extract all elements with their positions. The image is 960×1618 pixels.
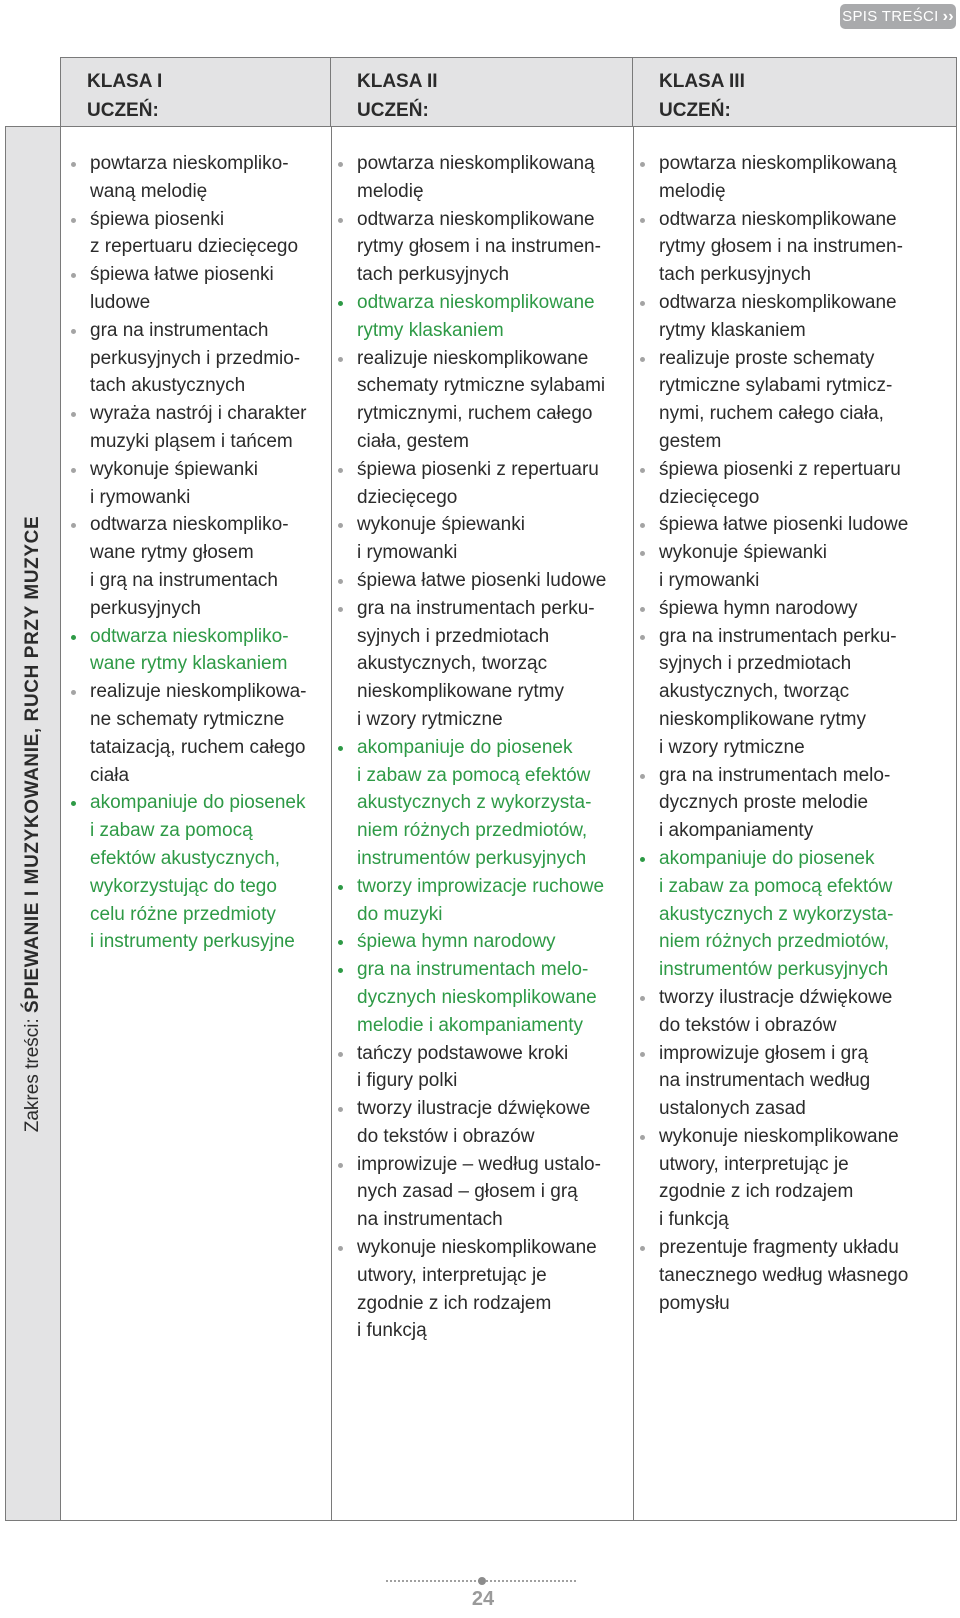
header-klasa-1 bbox=[61, 57, 330, 126]
toc-button-label: SPIS TREŚCI bbox=[842, 8, 939, 25]
list-item: śpiewa piosenki z repertuaru dziecięcego bbox=[659, 456, 955, 512]
footer-dot bbox=[478, 1577, 486, 1585]
list-item: śpiewa piosenki z repertuaru dziecięcego bbox=[357, 456, 632, 512]
list-item: odtwarza nieskompliko- wane rytmy klaskaniem bbox=[90, 623, 330, 679]
list-item: odtwarza nieskomplikowane rytmy głosem i na instrumen- tach perkusyjnych bbox=[659, 206, 955, 289]
list-item: realizuje nieskomplikowa- ne schematy rytmiczne tataizacją, ruchem całego ciała bbox=[90, 678, 330, 789]
list-item: powtarza nieskomplikowaną melodię bbox=[357, 150, 632, 206]
column-klasa-1 bbox=[61, 126, 332, 1521]
list-item: tworzy ilustracje dźwiękowe do tekstów i obrazów bbox=[659, 984, 955, 1040]
list-item: improwizuje głosem i grą na instrumentach według ustalonych zasad bbox=[659, 1040, 955, 1123]
header-klasa-2 bbox=[331, 57, 632, 126]
list-item: prezentuje fragmenty układu tanecznego według własnego pomysłu bbox=[659, 1234, 955, 1317]
list-item: gra na instrumentach melo- dycznych proste melodie i akompaniamenty bbox=[659, 762, 955, 845]
list-item: wyraża nastrój i charakter muzyki pląsem i tańcem bbox=[90, 400, 330, 456]
list-item: wykonuje nieskomplikowane utwory, interpretując je zgodnie z ich rodzajem i funkcją bbox=[659, 1123, 955, 1234]
list-item: odtwarza nieskompliko- wane rytmy głosem i grą na instrumentach perkusyjnych bbox=[90, 511, 330, 622]
list-item: odtwarza nieskomplikowane rytmy klaskaniem bbox=[357, 289, 632, 345]
list-item: gra na instrumentach melo- dycznych nieskomplikowane melodie i akompaniamenty bbox=[357, 956, 632, 1039]
item-list bbox=[90, 150, 330, 956]
list-item: realizuje nieskomplikowane schematy rytmiczne sylabami rytmicznymi, ruchem całego ciała, gestem bbox=[357, 345, 632, 456]
list-item: akompaniuje do piosenek i zabaw za pomocą efektów akustycznych z wykorzysta- niem różnych przedmiotów, instrumentów perkusyjnych bbox=[659, 845, 955, 984]
header-klasa-3 bbox=[633, 57, 957, 126]
list-item: wykonuje śpiewanki i rymowanki bbox=[90, 456, 330, 512]
list-item: śpiewa łatwe piosenki ludowe bbox=[90, 261, 330, 317]
list-item: śpiewa piosenki z repertuaru dziecięcego bbox=[90, 206, 330, 262]
item-list bbox=[659, 150, 955, 1317]
list-item: gra na instrumentach perkusyjnych i przedmio- tach akustycznych bbox=[90, 317, 330, 400]
list-item: śpiewa hymn narodowy bbox=[659, 595, 955, 623]
header-student-label: UCZEŃ: bbox=[659, 100, 731, 121]
header-student-label: UCZEŃ: bbox=[357, 100, 429, 121]
header-class-label: KLASA II bbox=[357, 71, 438, 92]
list-item: śpiewa łatwe piosenki ludowe bbox=[357, 567, 632, 595]
header-class-label: KLASA I bbox=[87, 71, 163, 92]
list-item: tworzy improwizacje ruchowe do muzyki bbox=[357, 873, 632, 929]
list-item: śpiewa łatwe piosenki ludowe bbox=[659, 511, 955, 539]
list-item: akompaniuje do piosenek i zabaw za pomocą efektów akustycznych z wykorzysta- niem różnych przedmiotów, instrumentów perkusyjnych bbox=[357, 734, 632, 873]
list-item: powtarza nieskomplikowaną melodię bbox=[659, 150, 955, 206]
list-item: realizuje proste schematy rytmiczne sylabami rytmicz- nymi, ruchem całego ciała, gestem bbox=[659, 345, 955, 456]
header-student-label: UCZEŃ: bbox=[87, 100, 159, 121]
list-item: akompaniuje do piosenek i zabaw za pomocą efektów akustycznych, wykorzystując do tego celu różne przedmioty i instrumenty perkusyjne bbox=[90, 789, 330, 956]
list-item: odtwarza nieskomplikowane rytmy klaskaniem bbox=[659, 289, 955, 345]
topic-title: ŚPIEWANIE I MUZYKOWANIE, RUCH PRZY MUZYCE bbox=[22, 515, 43, 1013]
toc-button[interactable] bbox=[840, 4, 956, 29]
list-item: tworzy ilustracje dźwiękowe do tekstów i obrazów bbox=[357, 1095, 632, 1151]
column-klasa-3 bbox=[634, 126, 957, 1521]
list-item: gra na instrumentach perku- syjnych i przedmiotach akustycznych, tworząc nieskomplikowane rytmy i wzory rytmiczne bbox=[659, 623, 955, 762]
list-item: improwizuje – według ustalo- nych zasad – głosem i grą na instrumentach bbox=[357, 1151, 632, 1234]
list-item: tańczy podstawowe kroki i figury polki bbox=[357, 1040, 632, 1096]
list-item: wykonuje śpiewanki i rymowanki bbox=[357, 511, 632, 567]
list-item: wykonuje śpiewanki i rymowanki bbox=[659, 539, 955, 595]
list-item: śpiewa hymn narodowy bbox=[357, 928, 632, 956]
column-klasa-2 bbox=[332, 126, 634, 1521]
item-list bbox=[357, 150, 632, 1345]
list-item: wykonuje nieskomplikowane utwory, interpretując je zgodnie z ich rodzajem i funkcją bbox=[357, 1234, 632, 1345]
topic-prefix: Zakres treści: bbox=[22, 1012, 43, 1132]
list-item: gra na instrumentach perku- syjnych i przedmiotach akustycznych, tworząc nieskomplikowane rytmy i wzory rytmiczne bbox=[357, 595, 632, 734]
header-class-label: KLASA III bbox=[659, 71, 745, 92]
list-item: powtarza nieskompliko- waną melodię bbox=[90, 150, 330, 206]
page-number: 24 bbox=[471, 1588, 495, 1610]
curriculum-table bbox=[5, 57, 957, 1521]
list-item: odtwarza nieskomplikowane rytmy głosem i na instrumen- tach perkusyjnych bbox=[357, 206, 632, 289]
topic-side-label bbox=[5, 126, 61, 1521]
chevron-right-icon: ›› bbox=[942, 7, 954, 25]
